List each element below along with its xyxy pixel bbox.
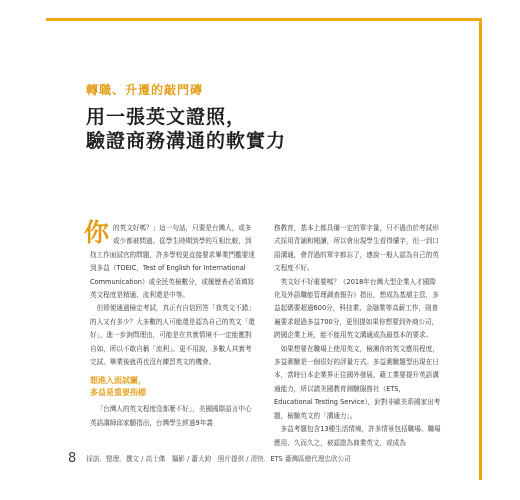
credits-line: 採訪．整理．撰文 / 高士傑 攝影 / 蕭大鈞 照片提供 / 清快．ETS 臺灣區總代理忠欣公司 — [86, 455, 351, 463]
page-number: 8 — [68, 450, 77, 466]
left-column — [84, 218, 258, 430]
drop-cap: 你 — [84, 218, 110, 247]
section-subhead — [90, 375, 258, 399]
paragraph: 但即便通過檢定考試，真正有自信回答「我英文不錯」的人又有多少？大多數的人可能還是認為自己的英文「還好」，進一步詢問理由，可能是在真實情境不一定能應對自如，所以不敢自稱「流利」。更不用說，多數人其實考完試、畢業後就再也沒有練習英文的機會。 — [90, 304, 255, 367]
subhead-line-2: 多益是重要指標 — [90, 388, 146, 398]
title-line-2: 驗證商務溝通的軟實力 — [86, 130, 287, 152]
first-paragraph — [84, 218, 258, 302]
paragraph: 務教育，基本上都具備一定的單字量，只不過由於考試形式採用背誦和閱讀，所以會出現學生看得懂字，但一到口語溝通，會背過的單字都忘了，連說一般人認為自己的英文程度不好。 — [274, 224, 439, 273]
paragraph-text: 的英文好嗎？」這一句話，只要是台灣人，或多或少都被問過。從學生時期到學的互相比較，到找工作面試官的問題，許多學校更直接要求畢業門檻要達到多益（TOEIC，Test of English for International Communication）或全民英檢數分，或履歷表必須填寫英文程度是精通、流利還是中等。 — [90, 224, 255, 300]
article-kicker: 轉職、升遷的敲門磚 — [86, 83, 204, 97]
title-line-1: 用一張英文證照， — [86, 106, 247, 128]
article-title — [86, 105, 286, 153]
paragraph: 「台灣人的英文程度沒那麼不好」，美國國際語言中心英語講師邱家髓指出，台灣學生經過9年義 — [90, 405, 252, 427]
paragraph: 多益考題包含13種生活情境，許多情景包括職場、職場應用、久而久之，被認證為商業英文，或成為 — [274, 425, 441, 447]
paragraph: 英文好不好重要嗎？《2018年台灣大型企業人才國際化及外語職能管理調查報告》指出，想成為基層主管，多益起碼要超過600分，科技業、金融業等高薪工作，則普遍要求超過多益700分，更別提如果你想要到外商公司，跨國企業上班，能不能用英文溝通成為最基本的要求。 — [274, 277, 439, 340]
paragraph: 如果想要在職場上使用英文，檢測你的英文應用程度，多益測驗是一個很好的評量方式。多益測驗題型出現在日本，當時日本企業界正往國外發展，藉工業要提升英語溝通能力，所以請美國教育測驗服務社（ETS，Educational Testing Service），針對非歐美系國家出考題，檢驗英文的「溝通力」。 — [274, 344, 441, 420]
subhead-line-1: 想進入面試關， — [90, 376, 146, 386]
right-column — [274, 222, 442, 450]
page-footer — [68, 449, 351, 467]
